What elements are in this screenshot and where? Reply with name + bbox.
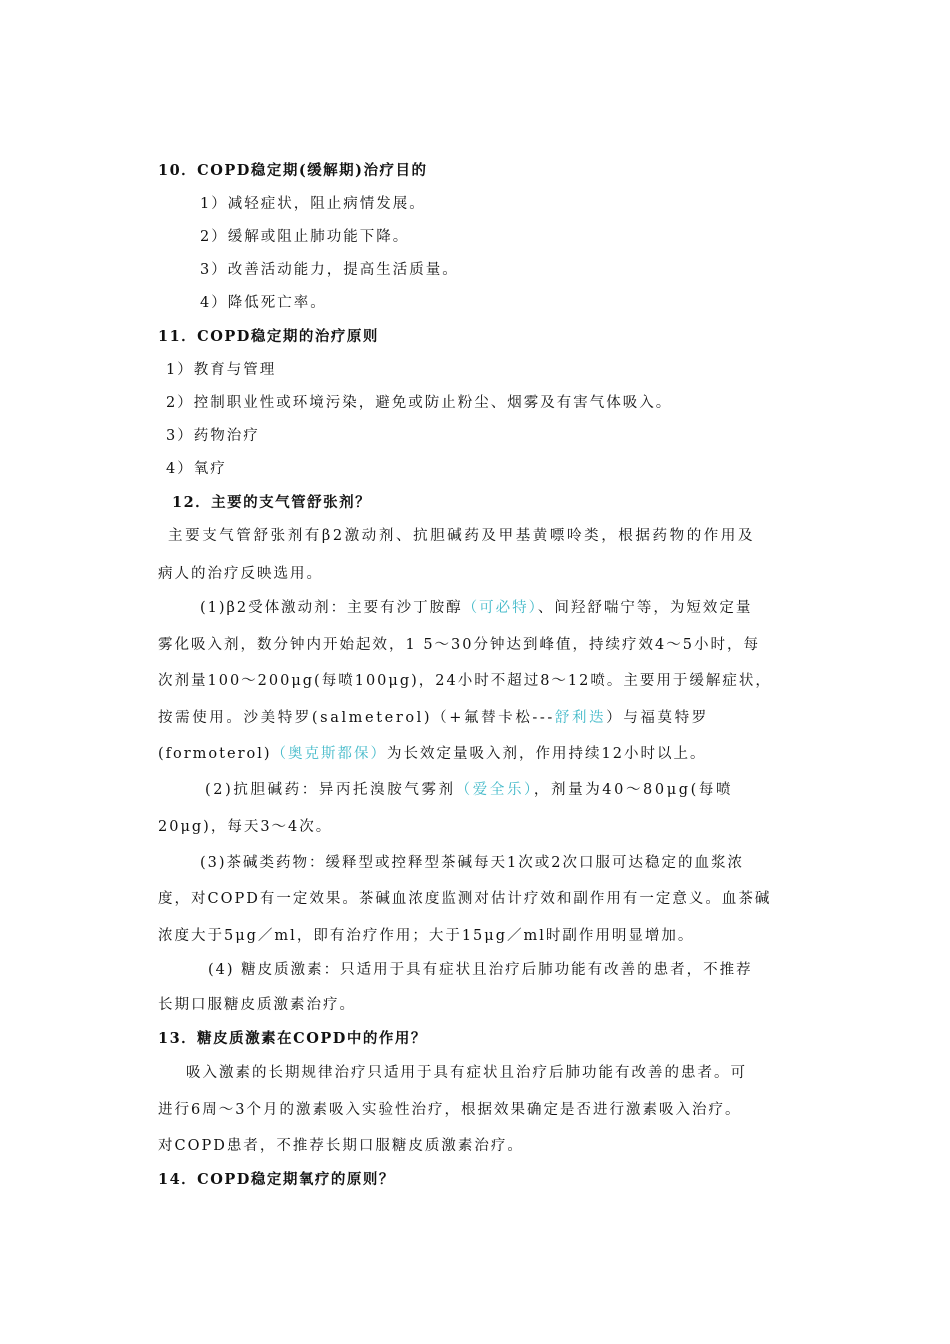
paragraph-line: 主要支气管舒张剂有β2激动剂、抗胆碱药及甲基黄嘌呤类，根据药物的作用及 (168, 528, 756, 544)
text-run: 、间羟舒喘宁等，为短效定量 (537, 600, 753, 616)
paragraph-line (205, 780, 733, 800)
list-item: 4）降低死亡率。 (200, 295, 327, 311)
list-item: 2）控制职业性或环境污染，避免或防止粉尘、烟雾及有害气体吸入。 (166, 395, 673, 411)
text-run: (2)抗胆碱药：异丙托溴胺气雾剂 (205, 782, 456, 798)
text-run: (1)β2受体激动剂：主要有沙丁胺醇 (200, 600, 463, 616)
paragraph-line (158, 708, 709, 728)
list-item: 4）氧疗 (166, 461, 227, 477)
section-11-heading: 11．COPD稳定期的治疗原则 (158, 328, 379, 345)
section-13-heading: 13．糖皮质激素在COPD中的作用？ (158, 1030, 427, 1047)
paragraph-line: 长期口服糖皮质激素治疗。 (158, 997, 356, 1013)
paragraph-line: 度，对COPD有一定效果。茶碱血浓度监测对估计疗效和副作用有一定意义。血茶碱 (158, 891, 772, 907)
list-item: 3）药物治疗 (166, 428, 260, 444)
drug-brand-highlight: （可必特） (462, 600, 538, 616)
paragraph-line: (3)茶碱类药物：缓释型或控释型茶碱每天1次或2次口服可达稳定的血浆浓 (200, 855, 744, 871)
drug-brand-highlight: 舒利迭 (554, 710, 607, 726)
paragraph-line: (4) 糖皮质激素：只适用于具有症状且治疗后肺功能有改善的患者，不推荐 (208, 962, 753, 978)
text-run: 为长效定量吸入剂，作用持续12小时以上。 (387, 746, 707, 762)
text-run: 按需使用。沙美特罗(salmeterol)（+氟替卡松--- (158, 710, 555, 726)
section-10-heading: 10．COPD稳定期(缓解期)治疗目的 (158, 162, 428, 179)
paragraph-line: 20μg)，每天3～4次。 (158, 819, 333, 835)
drug-brand-highlight: （爱全乐） (455, 782, 534, 798)
list-item: 1）减轻症状，阻止病情发展。 (200, 196, 426, 212)
text-run: (formoterol) (158, 746, 272, 762)
paragraph-line: 病人的治疗反映选用。 (158, 566, 323, 582)
paragraph-line (200, 598, 752, 618)
paragraph-line (158, 744, 706, 764)
list-item: 1）教育与管理 (166, 362, 277, 378)
list-item: 2）缓解或阻止肺功能下降。 (200, 229, 410, 245)
paragraph-line: 浓度大于5μg／ml，即有治疗作用；大于15μg／ml时副作用明显增加。 (158, 928, 695, 944)
paragraph-line: 雾化吸入剂，数分钟内开始起效，1 5～30分钟达到峰值，持续疗效4～5小时，每 (158, 637, 760, 653)
section-12-heading: 12．主要的支气管舒张剂？ (172, 494, 372, 511)
paragraph-line: 吸入激素的长期规律治疗只适用于具有症状且治疗后肺功能有改善的患者。可 (186, 1065, 747, 1081)
text-run: ）与福莫特罗 (606, 710, 709, 726)
drug-brand-highlight: （奥克斯都保） (271, 746, 388, 762)
list-item: 3）改善活动能力，提高生活质量。 (200, 262, 459, 278)
paragraph-line: 次剂量100～200μg(每喷100μg)，24小时不超过8～12喷。主要用于缓解症状， (158, 673, 772, 689)
paragraph-line: 对COPD患者，不推荐长期口服糖皮质激素治疗。 (158, 1138, 524, 1154)
paragraph-line: 进行6周～3个月的激素吸入实验性治疗，根据效果确定是否进行激素吸入治疗。 (158, 1102, 742, 1118)
section-14-heading: 14．COPD稳定期氧疗的原则？ (158, 1171, 395, 1188)
text-run: ，剂量为40～80μg(每喷 (533, 782, 734, 798)
